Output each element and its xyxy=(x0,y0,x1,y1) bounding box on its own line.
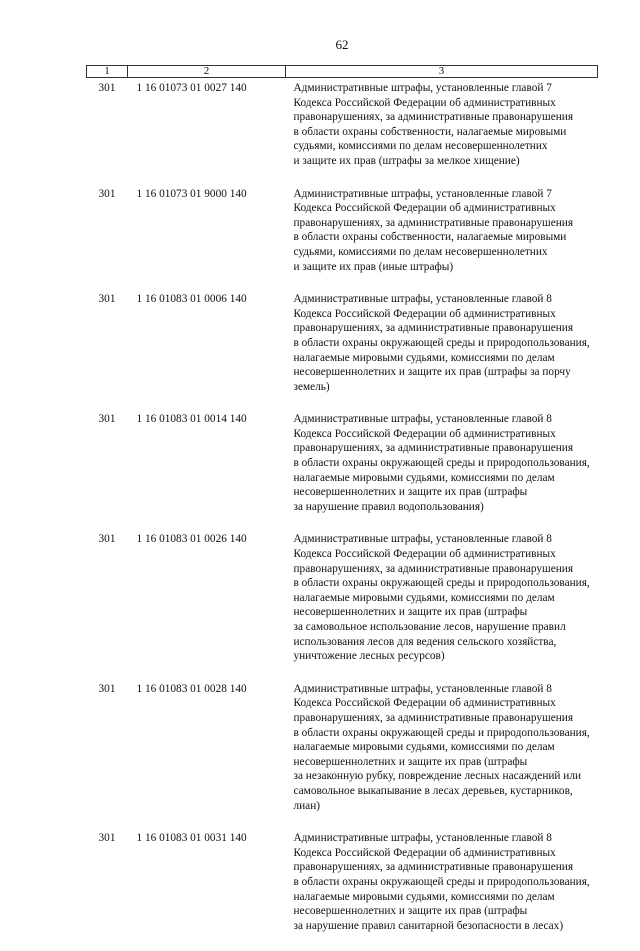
description-line: несовершеннолетних и защите их прав (штрафы xyxy=(293,905,528,918)
description-line: в области охраны окружающей среды и природопользования, xyxy=(293,336,590,349)
description-line: правонарушениях, за административные правонарушения xyxy=(293,111,574,124)
description-line: в области охраны окружающей среды и природопользования, xyxy=(293,875,590,888)
description-line: и защите их прав (иные штрафы) xyxy=(293,260,454,273)
description-line: земель) xyxy=(293,380,330,393)
income-description xyxy=(286,187,598,293)
admin-code: 301 xyxy=(98,533,116,546)
budget-classification-code: 1 16 01083 01 0006 140 xyxy=(136,293,247,306)
description-line: Административные штрафы, установленные главой 8 xyxy=(293,293,552,306)
description-line: за нарушение правил водопользования) xyxy=(293,500,484,513)
description-line: в области охраны собственности, налагаемые мировыми xyxy=(293,125,567,138)
description-line: правонарушениях, за административные правонарушения xyxy=(293,562,574,575)
header-col-2: 2 xyxy=(128,66,286,78)
description-line: Кодекса Российской Федерации об административных xyxy=(293,96,556,109)
description-line: в области охраны окружающей среды и природопользования, xyxy=(293,577,590,590)
table-row xyxy=(87,682,598,831)
description-line: Административные штрафы, установленные главой 7 xyxy=(293,82,552,94)
admin-code: 301 xyxy=(98,682,116,695)
income-description xyxy=(286,831,598,951)
description-line: самовольное выкапывание в лесах деревьев, кустарников, xyxy=(293,784,573,797)
description-line: налагаемые мировыми судьями, комиссиями по делам xyxy=(293,591,555,604)
page-number: 62 xyxy=(335,37,349,52)
description-line: несовершеннолетних и защите их прав (штрафы xyxy=(293,486,528,499)
income-description xyxy=(286,682,598,831)
description-line: налагаемые мировыми судьями, комиссиями по делам xyxy=(293,351,555,364)
description-line: Кодекса Российской Федерации об административных xyxy=(293,307,556,320)
description-line: Административные штрафы, установленные главой 8 xyxy=(293,832,552,845)
description-line: правонарушениях, за административные правонарушения xyxy=(293,216,574,229)
table-row xyxy=(87,187,598,293)
description-line: судьями, комиссиями по делам несовершеннолетних xyxy=(293,140,548,153)
description-line: налагаемые мировыми судьями, комиссиями по делам xyxy=(293,471,555,484)
description-line: и защите их прав (штрафы за мелкое хищение) xyxy=(293,154,520,167)
description-line: Кодекса Российской Федерации об административных xyxy=(293,427,556,440)
admin-code: 301 xyxy=(98,832,116,845)
description-line: правонарушениях, за административные правонарушения xyxy=(293,322,574,335)
description-line: за нарушение правил санитарной безопасности в лесах) xyxy=(293,919,564,932)
table-row xyxy=(87,78,598,187)
table-row xyxy=(87,292,598,412)
description-line: за незаконную рубку, повреждение лесных насаждений или xyxy=(293,770,582,783)
description-line: в области охраны окружающей среды и природопользования, xyxy=(293,457,590,470)
description-line: за самовольное использование лесов, нарушение правил xyxy=(293,621,566,633)
description-line: уничтожение лесных ресурсов) xyxy=(293,650,445,663)
description-line: Кодекса Российской Федерации об административных xyxy=(293,846,556,859)
header-col-3: 3 xyxy=(286,66,598,78)
description-line: Кодекса Российской Федерации об административных xyxy=(293,202,556,215)
admin-code: 301 xyxy=(98,82,116,94)
description-line: несовершеннолетних и защите их прав (штрафы xyxy=(293,606,528,619)
description-line: правонарушениях, за административные правонарушения xyxy=(293,711,574,724)
budget-classification-code: 1 16 01073 01 9000 140 xyxy=(136,187,247,200)
income-description xyxy=(286,532,598,681)
income-description xyxy=(286,412,598,532)
description-line: в области охраны собственности, налагаемые мировыми xyxy=(293,231,567,244)
admin-code: 301 xyxy=(98,413,116,426)
table-row xyxy=(87,532,598,681)
budget-classification-code: 1 16 01083 01 0014 140 xyxy=(136,413,247,426)
admin-code: 301 xyxy=(98,293,116,306)
description-line: правонарушениях, за административные правонарушения xyxy=(293,442,574,455)
description-line: использования лесов для ведения сельского хозяйства, xyxy=(293,635,557,648)
description-line: несовершеннолетних и защите их прав (штрафы xyxy=(293,755,528,768)
table-row xyxy=(87,412,598,532)
description-line: Административные штрафы, установленные главой 8 xyxy=(293,682,552,695)
description-line: судьями, комиссиями по делам несовершеннолетних xyxy=(293,245,548,258)
description-line: налагаемые мировыми судьями, комиссиями по делам xyxy=(293,741,555,754)
description-line: Кодекса Российской Федерации об административных xyxy=(293,548,556,561)
budget-classification-code: 1 16 01083 01 0028 140 xyxy=(136,682,247,695)
description-line: Административные штрафы, установленные главой 8 xyxy=(293,533,552,546)
description-line: правонарушениях, за административные правонарушения xyxy=(293,861,574,874)
description-line: несовершеннолетних и защите их прав (штрафы за порчу xyxy=(293,366,571,379)
budget-classification-code: 1 16 01073 01 0027 140 xyxy=(136,82,247,94)
description-line: Административные штрафы, установленные главой 7 xyxy=(293,187,552,200)
income-description xyxy=(286,292,598,412)
description-line: Административные штрафы, установленные главой 8 xyxy=(293,413,552,426)
budget-codes-table xyxy=(86,65,598,951)
income-description xyxy=(286,78,598,187)
header-row xyxy=(87,66,598,78)
header-col-1: 1 xyxy=(87,66,128,78)
budget-classification-code: 1 16 01083 01 0031 140 xyxy=(136,832,247,845)
description-line: лиан) xyxy=(293,799,321,812)
description-line: в области охраны окружающей среды и природопользования, xyxy=(293,726,590,739)
table-row xyxy=(87,831,598,951)
description-line: Кодекса Российской Федерации об административных xyxy=(293,697,556,710)
admin-code: 301 xyxy=(98,187,116,200)
budget-classification-code: 1 16 01083 01 0026 140 xyxy=(136,533,247,546)
description-line: налагаемые мировыми судьями, комиссиями по делам xyxy=(293,890,555,903)
